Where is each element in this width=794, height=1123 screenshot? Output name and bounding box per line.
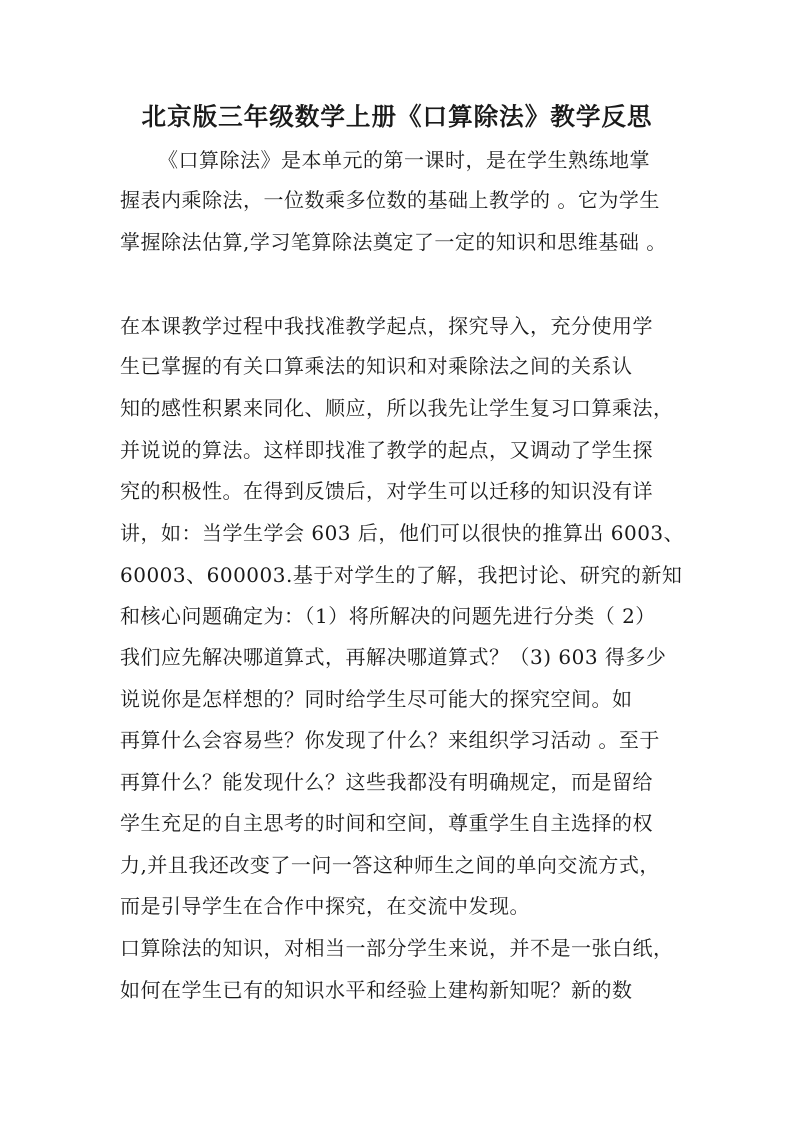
- paragraph-2-line-7: 60003、600003.基于对学生的了解，我把讨论、研究的新知: [120, 563, 683, 587]
- paragraph-2-line-11: 再算什么会容易些？你发现了什么？来组织学习活动 。至于: [120, 728, 660, 752]
- paragraph-2-line-1: 在本课教学过程中我找准教学起点，探究导入，充分使用学: [120, 314, 653, 338]
- paragraph-1-line-2: 握表内乘除法，一位数乘多位数的基础上教学的 。它为学生: [120, 188, 660, 212]
- paragraph-3-line-2: 如何在学生已有的知识水平和经验上建构新知呢？新的数: [120, 978, 633, 1002]
- paragraph-3-line-1: 口算除法的知识，对相当一部分学生来说，并不是一张白纸，: [120, 936, 674, 960]
- paragraph-2-line-3: 知的感性积累来同化、顺应，所以我先让学生复习口算乘法，: [120, 396, 674, 420]
- paragraph-2-line-4: 并说说的算法。这样即找准了教学的起点，又调动了学生探: [120, 438, 653, 462]
- paragraph-1-line-3: 掌握除法估算,学习笔算除法奠定了一定的知识和思维基础 。: [120, 230, 667, 254]
- paragraph-2-line-13: 学生充足的自主思考的时间和空间，尊重学生自主选择的权: [120, 811, 653, 835]
- paragraph-1-line-1: 《口算除法》是本单元的第一课时，是在学生熟练地掌: [158, 148, 650, 172]
- paragraph-2-line-10: 说说你是怎样想的？同时给学生尽可能大的探究空间。如: [120, 687, 633, 711]
- paragraph-2-line-12: 再算什么？能发现什么？这些我都没有明确规定，而是留给: [120, 770, 653, 794]
- document-title: 北京版三年级数学上册《口算除法》教学反思: [141, 102, 653, 131]
- paragraph-2-line-15: 而是引导学生在合作中探究，在交流中发现。: [120, 894, 530, 918]
- paragraph-2-line-8: 和核心问题确定为：（1）将所解决的问题先进行分类（ 2）: [120, 604, 656, 628]
- paragraph-2-line-9: 我们应先解决哪道算式，再解决哪道算式？（3) 603 得多少: [120, 645, 667, 669]
- paragraph-2-line-14: 力,并且我还改变了一问一答这种师生之间的单向交流方式，: [120, 853, 660, 877]
- paragraph-2-line-5: 究的积极性。在得到反馈后，对学生可以迁移的知识没有详: [120, 479, 653, 503]
- paragraph-2-line-6: 讲，如：当学生学会 603 后，他们可以很快的推算出 6003、: [120, 521, 685, 545]
- paragraph-2-line-2: 生已掌握的有关口算乘法的知识和对乘除法之间的关系认: [120, 354, 633, 378]
